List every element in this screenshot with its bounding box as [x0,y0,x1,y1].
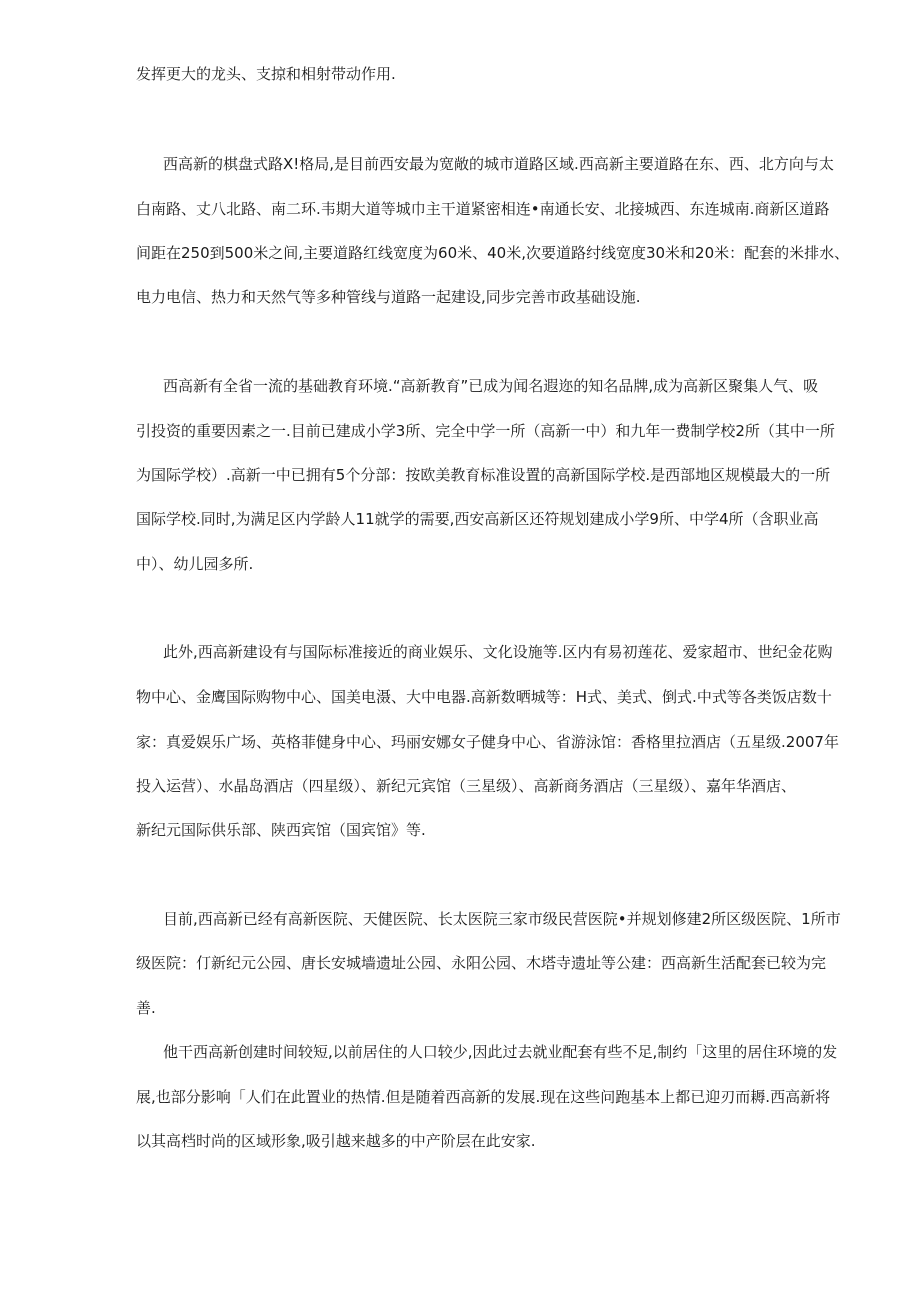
paragraph-1-line-1: 发挥更大的龙头、支掠和相射带动作用. [136,65,396,83]
paragraph-2-line-4: 电力电信、热力和天然气等多种管线与道路一起建设,同步完善市政基础设施. [136,288,641,306]
paragraph-5-line-1: 目前,西高新已经有高新医院、天健医院、长太医院三家市级民营医院•并规划修建2所区级医院、1所市 [163,910,841,928]
paragraph-3-line-5: 中）、幼儿园多所. [136,555,254,573]
paragraph-4-line-2: 物中心、金鹰国际购物中心、国美电滠、大中电器.高新数晒城等：H式、美式、倒式.中式等各类饭店数十 [136,688,832,706]
paragraph-6-line-2: 展,也部分影响「人们在此置业的热情.但是随着西高新的发展.现在这些问跑基本上都已迎刃而耨.西高新将 [136,1088,831,1106]
paragraph-4-line-1: 此外,西高新建设有与国际标准接近的商业娱乐、文化设施等.区内有易初莲花、爱家超市、世纪金花购 [163,643,833,661]
paragraph-3-line-1: 西高新有全省一流的基础教育环境.“高新教育”已成为闻名遐迩的知名品牌,成为高新区聚集人气、吸 [163,377,819,395]
paragraph-6-line-3: 以其高档时尚的区域形象,吸引越来越多的中产阶层在此安家. [136,1132,536,1150]
paragraph-4-line-4: 投入运营）、水晶岛酒店（四星级）、新纪元宾馆（三星级）、高新商务酒店（三星级）、嘉年华酒店、 [136,777,797,795]
paragraph-5-line-3: 善. [136,999,156,1017]
paragraph-2-line-2: 白南路、丈八北路、南二环.韦期大道等城巾主干道紧密相连•南通长安、北接城西、东连城南.商新区道路 [136,200,830,218]
paragraph-2-line-1: 西高新的棋盘式路X!格局,是目前西安最为宽敞的城市道路区域.西高新主要道路在东、西、北方向与太 [163,155,834,173]
paragraph-3-line-3: 为国际学校）.高新一中已拥有5个分部：按欧美教育标准设置的高新国际学校.是西部地区规模最大的一所 [136,466,831,484]
paragraph-2-line-3: 间距在250到500米之间,主要道路红线宽度为60米、40米,次要道路纣线宽度30米和20米：配套的米排水、 [136,244,850,262]
paragraph-3-line-4: 国际学校.同时,为满足区内学龄人11就学的需要,西安高新区还符规划建成小学9所、中学4所（含职业高 [136,510,819,528]
paragraph-3-line-2: 引投资的重要因素之一.目前已建成小学3所、完全中学一所（高新一中）和九年一费制学校2所（其中一所 [136,422,835,440]
paragraph-5-line-2: 级医院：仃新纪元公园、唐长安城墙遗址公园、永阳公园、木塔寺遗址等公建：西高新生活配套已较为完 [136,954,827,972]
paragraph-4-line-3: 家：真爱娱乐广场、英格菲健身中心、玛丽安娜女子健身中心、省游泳馆：香格里拉酒店（五星级.2007年 [136,733,839,751]
paragraph-4-line-5: 新纪元国际供乐部、陕西宾馆（国宾馆》等. [136,821,426,839]
paragraph-6-line-1: 他干西高新创建时间较短,以前居住的人口较少,因此过去就业配套有些不足,制约「这里的居住环境的发 [163,1043,838,1061]
